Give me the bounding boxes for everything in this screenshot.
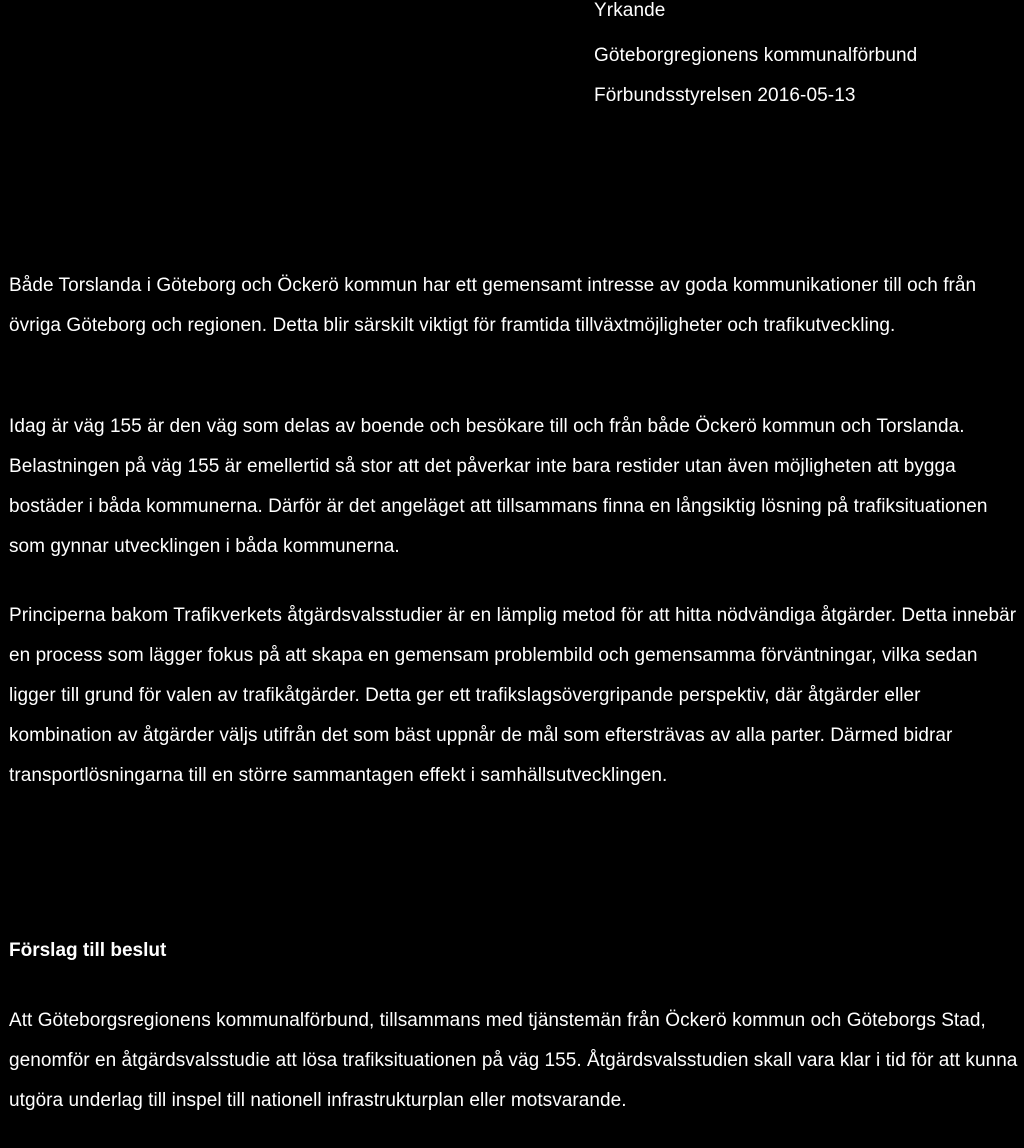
document-header (594, 0, 1014, 116)
body-paragraph-1 (9, 266, 1021, 346)
paragraph-text: Idag är väg 155 är den väg som delas av boende och besökare till och från både Öckerö kommun och Torslanda. Belastningen på väg 155 är emellertid så stor att det påverkar inte bara restider utan även möjligheten att bygga bostäder i båda kommunerna. Därför är det angeläget att tillsammans finna en långsiktig lösning på trafiksituationen som gynnar utvecklingen i båda kommunerna. (9, 416, 988, 557)
body-paragraph-3 (9, 596, 1021, 796)
decision-heading: Förslag till beslut (9, 940, 167, 961)
body-paragraph-2 (9, 407, 1021, 567)
paragraph-text: Att Göteborgsregionens kommunalförbund, tillsammans med tjänstemän från Öckerö kommun och Göteborgs Stad, genomför en åtgärdsvalsstudie att lösa trafiksituationen på väg 155. Åtgärdsvalsstudien skall vara klar i tid för att kunna utgöra underlag till inspel till nationell infrastrukturplan eller motsvarande. (9, 1010, 1018, 1111)
organization-name: Göteborgregionens kommunalförbund (594, 45, 918, 66)
document-type: Yrkande (594, 0, 666, 21)
meeting-date: Förbundsstyrelsen 2016-05-13 (594, 85, 856, 106)
paragraph-text: Både Torslanda i Göteborg och Öckerö kommun har ett gemensamt intresse av goda kommunikationer till och från övriga Göteborg och regionen. Detta blir särskilt viktigt för framtida tillväxtmöjligheter och trafikutveckling. (9, 275, 977, 336)
paragraph-text: Principerna bakom Trafikverkets åtgärdsvalsstudier är en lämplig metod för att hitta nödvändiga åtgärder. Detta innebär en process som lägger fokus på att skapa en gemensam problembild och gemensamma förväntningar, vilka sedan ligger till grund för valen av trafikåtgärder. Detta ger ett trafikslagsövergripande perspektiv, där åtgärder eller kombination av åtgärder väljs utifrån det som bäst uppnår de mål som eftersträvas av alla parter. Därmed bidrar transportlösningarna till en större sammantagen effekt i samhällsutvecklingen. (9, 605, 1017, 786)
decision-paragraph (9, 1001, 1021, 1121)
